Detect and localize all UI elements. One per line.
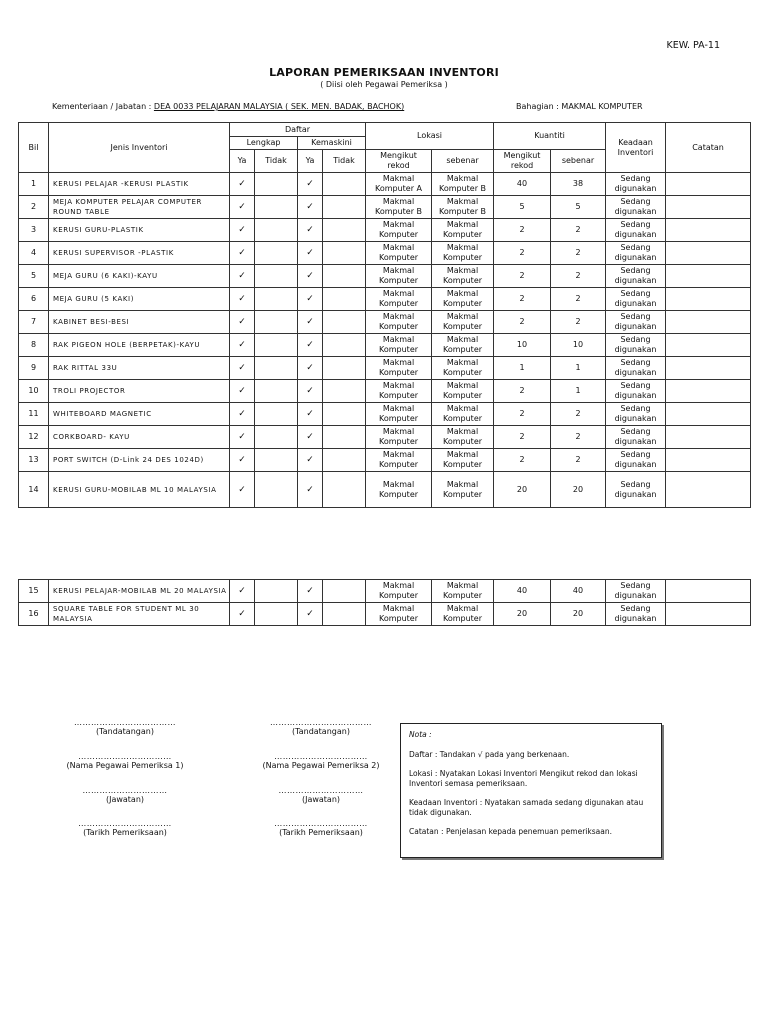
header-daftar: Daftar [230, 123, 366, 137]
lokasi-rekod: Makmal Komputer [366, 380, 432, 403]
row-number: 1 [19, 173, 49, 196]
lokasi-sebenar: Makmal Komputer [432, 603, 494, 626]
kemaskini-tidak-cell [323, 196, 366, 219]
lokasi-sebenar: Makmal Komputer [432, 219, 494, 242]
lokasi-rekod: Makmal Komputer [366, 449, 432, 472]
ministry-label: Kementeriaan / Jabatan : [52, 102, 152, 111]
lokasi-rekod: Makmal Komputer [366, 265, 432, 288]
kuantiti-rekod: 2 [494, 242, 551, 265]
header-kemaskini-ya: Ya [298, 150, 323, 173]
kuantiti-rekod: 2 [494, 403, 551, 426]
lokasi-sebenar: Makmal Komputer [432, 380, 494, 403]
inventory-rows-continued [19, 580, 751, 626]
item-name: KERUSI GURU-PLASTIK [49, 219, 230, 242]
lokasi-rekod: Makmal Komputer [366, 603, 432, 626]
signature-line: ……………………………… [270, 718, 372, 727]
note-daftar: Daftar : Tandakan √ pada yang berkenaan. [409, 750, 570, 759]
kemaskini-ya-check: ✓ [298, 472, 323, 508]
row-number: 9 [19, 357, 49, 380]
item-name: WHITEBOARD MAGNETIC [49, 403, 230, 426]
table-row [19, 334, 751, 357]
signature-label: (Tandatangan) [96, 727, 154, 736]
catatan-cell [666, 219, 751, 242]
row-number: 11 [19, 403, 49, 426]
kemaskini-ya-check: ✓ [298, 265, 323, 288]
lokasi-sebenar: Makmal Komputer [432, 288, 494, 311]
table-row [19, 426, 751, 449]
kemaskini-ya-check: ✓ [298, 603, 323, 626]
page-subtitle: ( Diisi oleh Pegawai Pemeriksa ) [320, 80, 448, 89]
catatan-cell [666, 265, 751, 288]
notes-box [400, 723, 662, 858]
kemaskini-ya-check: ✓ [298, 403, 323, 426]
ministry-value: DEA 0033 PELAJARAN MALAYSIA ( SEK. MEN. BADAK, BACHOK) [153, 102, 405, 111]
kemaskini-tidak-cell [323, 380, 366, 403]
keadaan-inventori: Sedang digunakan [606, 265, 666, 288]
form-code: KEW. PA-11 [666, 40, 720, 51]
note-keadaan: Keadaan Inventori : Nyatakan samada sedang digunakan atau tidak digunakan. [409, 798, 644, 817]
lengkap-tidak-cell [255, 311, 298, 334]
signature-block-1 [40, 718, 210, 736]
position-block-2 [236, 786, 406, 804]
keadaan-inventori: Sedang digunakan [606, 242, 666, 265]
kemaskini-ya-check: ✓ [298, 242, 323, 265]
lengkap-ya-check: ✓ [230, 265, 255, 288]
row-number: 3 [19, 219, 49, 242]
lengkap-ya-check: ✓ [230, 472, 255, 508]
kemaskini-tidak-cell [323, 603, 366, 626]
kuantiti-sebenar: 40 [551, 580, 606, 603]
lokasi-rekod: Makmal Komputer [366, 242, 432, 265]
date-label: (Tarikh Pemeriksaan) [279, 828, 363, 837]
catatan-cell [666, 472, 751, 508]
table-row [19, 472, 751, 508]
lengkap-ya-check: ✓ [230, 449, 255, 472]
lengkap-tidak-cell [255, 426, 298, 449]
lengkap-tidak-cell [255, 580, 298, 603]
keadaan-inventori: Sedang digunakan [606, 219, 666, 242]
lengkap-ya-check: ✓ [230, 357, 255, 380]
kemaskini-ya-check: ✓ [298, 449, 323, 472]
item-name: RAK RITTAL 33U [49, 357, 230, 380]
item-name: TROLI PROJECTOR [49, 380, 230, 403]
keadaan-inventori: Sedang digunakan [606, 311, 666, 334]
lengkap-tidak-cell [255, 403, 298, 426]
kuantiti-rekod: 20 [494, 472, 551, 508]
header-kuantiti-sebenar: sebenar [551, 150, 606, 173]
catatan-cell [666, 603, 751, 626]
kemaskini-ya-check: ✓ [298, 288, 323, 311]
kuantiti-sebenar: 2 [551, 265, 606, 288]
position-label: (Jawatan) [105, 795, 145, 804]
keadaan-inventori: Sedang digunakan [606, 334, 666, 357]
item-name: KABINET BESI-BESI [49, 311, 230, 334]
name-label: (Nama Pegawai Pemeriksa 1) [66, 761, 184, 770]
catatan-cell [666, 288, 751, 311]
header-lengkap: Lengkap [230, 137, 298, 150]
lengkap-tidak-cell [255, 196, 298, 219]
lokasi-sebenar: Makmal Komputer [432, 242, 494, 265]
item-name: RAK PIGEON HOLE (BERPETAK)-KAYU [49, 334, 230, 357]
notes-heading: Nota : [409, 730, 432, 739]
table-row [19, 403, 751, 426]
keadaan-inventori: Sedang digunakan [606, 196, 666, 219]
kuantiti-sebenar: 2 [551, 288, 606, 311]
lengkap-ya-check: ✓ [230, 580, 255, 603]
lengkap-tidak-cell [255, 219, 298, 242]
row-number: 15 [19, 580, 49, 603]
kemaskini-ya-check: ✓ [298, 311, 323, 334]
kemaskini-ya-check: ✓ [298, 334, 323, 357]
kemaskini-ya-check: ✓ [298, 219, 323, 242]
item-name: CORKBOARD- KAYU [49, 426, 230, 449]
kuantiti-rekod: 10 [494, 334, 551, 357]
catatan-cell [666, 380, 751, 403]
signature-line: ……………………………… [74, 718, 176, 727]
catatan-cell [666, 311, 751, 334]
keadaan-inventori: Sedang digunakan [606, 403, 666, 426]
lengkap-tidak-cell [255, 334, 298, 357]
name-label: (Nama Pegawai Pemeriksa 2) [262, 761, 380, 770]
header-keadaan: Keadaan Inventori [606, 123, 666, 173]
catatan-cell [666, 357, 751, 380]
row-number: 4 [19, 242, 49, 265]
kuantiti-rekod: 2 [494, 426, 551, 449]
kemaskini-ya-check: ✓ [298, 173, 323, 196]
table-row [19, 449, 751, 472]
item-name: MEJA GURU (6 KAKI)-KAYU [49, 265, 230, 288]
lengkap-tidak-cell [255, 380, 298, 403]
lengkap-ya-check: ✓ [230, 403, 255, 426]
table-row [19, 265, 751, 288]
lokasi-sebenar: Makmal Komputer [432, 403, 494, 426]
lengkap-ya-check: ✓ [230, 311, 255, 334]
kuantiti-sebenar: 1 [551, 357, 606, 380]
row-number: 14 [19, 472, 49, 508]
kuantiti-sebenar: 38 [551, 173, 606, 196]
header-kuantiti: Kuantiti [494, 123, 606, 150]
lokasi-sebenar: Makmal Komputer [432, 311, 494, 334]
position-label: (Jawatan) [301, 795, 341, 804]
catatan-cell [666, 449, 751, 472]
note-lokasi: Lokasi : Nyatakan Lokasi Inventori Mengikut rekod dan lokasi Inventori semasa pemeriksaan. [409, 769, 638, 788]
table-row [19, 219, 751, 242]
lengkap-tidak-cell [255, 242, 298, 265]
kemaskini-ya-check: ✓ [298, 196, 323, 219]
row-number: 5 [19, 265, 49, 288]
keadaan-inventori: Sedang digunakan [606, 426, 666, 449]
lokasi-rekod: Makmal Komputer B [366, 196, 432, 219]
row-number: 2 [19, 196, 49, 219]
kuantiti-sebenar: 10 [551, 334, 606, 357]
kuantiti-sebenar: 2 [551, 403, 606, 426]
kemaskini-ya-check: ✓ [298, 580, 323, 603]
kemaskini-tidak-cell [323, 288, 366, 311]
kuantiti-rekod: 2 [494, 219, 551, 242]
lokasi-sebenar: Makmal Komputer [432, 449, 494, 472]
table-row [19, 580, 751, 603]
kemaskini-tidak-cell [323, 311, 366, 334]
kuantiti-sebenar: 2 [551, 219, 606, 242]
name-block-2 [236, 752, 406, 770]
kemaskini-tidak-cell [323, 265, 366, 288]
table-row [19, 288, 751, 311]
date-block-1 [40, 819, 210, 837]
item-name: PORT SWITCH (D-Link 24 DES 1024D) [49, 449, 230, 472]
kuantiti-sebenar: 2 [551, 242, 606, 265]
bahagian-line: Bahagian : MAKMAL KOMPUTER [516, 102, 643, 111]
lokasi-sebenar: Makmal Komputer [432, 580, 494, 603]
lokasi-rekod: Makmal Komputer [366, 472, 432, 508]
lokasi-rekod: Makmal Komputer [366, 311, 432, 334]
kemaskini-tidak-cell [323, 357, 366, 380]
kemaskini-ya-check: ✓ [298, 426, 323, 449]
header-lengkap-tidak: Tidak [255, 150, 298, 173]
date-line: …………………………… [78, 819, 172, 828]
page-title: LAPORAN PEMERIKSAAN INVENTORI [269, 66, 499, 79]
lengkap-ya-check: ✓ [230, 219, 255, 242]
kuantiti-sebenar: 20 [551, 472, 606, 508]
lengkap-ya-check: ✓ [230, 196, 255, 219]
signature-label: (Tandatangan) [292, 727, 350, 736]
lengkap-tidak-cell [255, 357, 298, 380]
keadaan-inventori: Sedang digunakan [606, 357, 666, 380]
lokasi-sebenar: Makmal Komputer [432, 334, 494, 357]
kuantiti-rekod: 2 [494, 311, 551, 334]
header-lokasi-sebenar: sebenar [432, 150, 494, 173]
inventory-rows [19, 173, 751, 508]
table-row [19, 196, 751, 219]
lokasi-sebenar: Makmal Komputer [432, 357, 494, 380]
position-block-1 [40, 786, 210, 804]
keadaan-inventori: Sedang digunakan [606, 173, 666, 196]
ministry-line [52, 102, 404, 111]
lokasi-rekod: Makmal Komputer [366, 219, 432, 242]
kuantiti-sebenar: 2 [551, 426, 606, 449]
kemaskini-tidak-cell [323, 580, 366, 603]
kuantiti-sebenar: 2 [551, 449, 606, 472]
lokasi-sebenar: Makmal Komputer B [432, 196, 494, 219]
table-row [19, 603, 751, 626]
header-bil: Bil [19, 123, 49, 173]
lengkap-tidak-cell [255, 449, 298, 472]
row-number: 13 [19, 449, 49, 472]
header-lengkap-ya: Ya [230, 150, 255, 173]
catatan-cell [666, 196, 751, 219]
signature-block-2 [236, 718, 406, 736]
date-block-2 [236, 819, 406, 837]
item-name: MEJA KOMPUTER PELAJAR COMPUTER ROUND TABLE [49, 196, 230, 219]
note-catatan: Catatan : Penjelasan kepada penemuan pemeriksaan. [409, 827, 612, 836]
kuantiti-rekod: 2 [494, 288, 551, 311]
row-number: 16 [19, 603, 49, 626]
lengkap-ya-check: ✓ [230, 603, 255, 626]
kuantiti-sebenar: 1 [551, 380, 606, 403]
lengkap-ya-check: ✓ [230, 426, 255, 449]
item-name: KERUSI SUPERVISOR -PLASTIK [49, 242, 230, 265]
lengkap-tidak-cell [255, 288, 298, 311]
table-row [19, 242, 751, 265]
catatan-cell [666, 173, 751, 196]
kuantiti-rekod: 20 [494, 603, 551, 626]
kemaskini-tidak-cell [323, 173, 366, 196]
kuantiti-rekod: 2 [494, 449, 551, 472]
kemaskini-ya-check: ✓ [298, 380, 323, 403]
lokasi-rekod: Makmal Komputer [366, 357, 432, 380]
lengkap-tidak-cell [255, 472, 298, 508]
item-name: MEJA GURU (5 KAKI) [49, 288, 230, 311]
header-jenis: Jenis Inventori [49, 123, 230, 173]
catatan-cell [666, 242, 751, 265]
lokasi-sebenar: Makmal Komputer [432, 265, 494, 288]
lokasi-rekod: Makmal Komputer [366, 580, 432, 603]
item-name: KERUSI PELAJAR -KERUSI PLASTIK [49, 173, 230, 196]
lengkap-ya-check: ✓ [230, 288, 255, 311]
kuantiti-rekod: 2 [494, 265, 551, 288]
kemaskini-tidak-cell [323, 472, 366, 508]
lengkap-tidak-cell [255, 265, 298, 288]
kemaskini-tidak-cell [323, 334, 366, 357]
kuantiti-sebenar: 20 [551, 603, 606, 626]
lengkap-ya-check: ✓ [230, 334, 255, 357]
catatan-cell [666, 580, 751, 603]
item-name: KERUSI PELAJAR-MOBILAB ML 20 MALAYSIA [49, 580, 230, 603]
kemaskini-tidak-cell [323, 449, 366, 472]
kemaskini-tidak-cell [323, 242, 366, 265]
position-line: ………………………… [278, 786, 364, 795]
header-catatan: Catatan [666, 123, 751, 173]
header-kemaskini: Kemaskini [298, 137, 366, 150]
header-kuantiti-rekod: Mengikut rekod [494, 150, 551, 173]
lokasi-rekod: Makmal Komputer [366, 426, 432, 449]
row-number: 7 [19, 311, 49, 334]
lokasi-sebenar: Makmal Komputer B [432, 173, 494, 196]
kuantiti-rekod: 40 [494, 173, 551, 196]
kuantiti-rekod: 5 [494, 196, 551, 219]
kemaskini-tidak-cell [323, 403, 366, 426]
name-line: …………………………… [274, 752, 368, 761]
keadaan-inventori: Sedang digunakan [606, 380, 666, 403]
lokasi-rekod: Makmal Komputer [366, 403, 432, 426]
header-lokasi-rekod: Mengikut rekod [366, 150, 432, 173]
lokasi-rekod: Makmal Komputer [366, 288, 432, 311]
lokasi-rekod: Makmal Komputer A [366, 173, 432, 196]
row-number: 8 [19, 334, 49, 357]
table-row [19, 357, 751, 380]
header-lokasi: Lokasi [366, 123, 494, 150]
kuantiti-rekod: 40 [494, 580, 551, 603]
lengkap-ya-check: ✓ [230, 173, 255, 196]
table-row [19, 311, 751, 334]
catatan-cell [666, 403, 751, 426]
name-block-1 [40, 752, 210, 770]
lokasi-rekod: Makmal Komputer [366, 334, 432, 357]
lengkap-tidak-cell [255, 173, 298, 196]
kuantiti-sebenar: 2 [551, 311, 606, 334]
keadaan-inventori: Sedang digunakan [606, 288, 666, 311]
position-line: ………………………… [82, 786, 168, 795]
item-name: SQUARE TABLE FOR STUDENT ML 30 MALAYSIA [49, 603, 230, 626]
kemaskini-tidak-cell [323, 219, 366, 242]
inventory-table-continued [18, 579, 751, 626]
item-name: KERUSI GURU-MOBILAB ML 10 MALAYSIA [49, 472, 230, 508]
date-line: …………………………… [274, 819, 368, 828]
lokasi-sebenar: Makmal Komputer [432, 426, 494, 449]
kuantiti-rekod: 2 [494, 380, 551, 403]
lokasi-sebenar: Makmal Komputer [432, 472, 494, 508]
lengkap-ya-check: ✓ [230, 242, 255, 265]
keadaan-inventori: Sedang digunakan [606, 472, 666, 508]
row-number: 10 [19, 380, 49, 403]
header-kemaskini-tidak: Tidak [323, 150, 366, 173]
table-row [19, 173, 751, 196]
keadaan-inventori: Sedang digunakan [606, 580, 666, 603]
catatan-cell [666, 426, 751, 449]
kemaskini-ya-check: ✓ [298, 357, 323, 380]
keadaan-inventori: Sedang digunakan [606, 449, 666, 472]
keadaan-inventori: Sedang digunakan [606, 603, 666, 626]
name-line: …………………………… [78, 752, 172, 761]
row-number: 6 [19, 288, 49, 311]
lengkap-tidak-cell [255, 603, 298, 626]
kemaskini-tidak-cell [323, 426, 366, 449]
catatan-cell [666, 334, 751, 357]
date-label: (Tarikh Pemeriksaan) [83, 828, 167, 837]
kuantiti-sebenar: 5 [551, 196, 606, 219]
kuantiti-rekod: 1 [494, 357, 551, 380]
row-number: 12 [19, 426, 49, 449]
lengkap-ya-check: ✓ [230, 380, 255, 403]
table-row [19, 380, 751, 403]
inventory-table [18, 122, 751, 508]
